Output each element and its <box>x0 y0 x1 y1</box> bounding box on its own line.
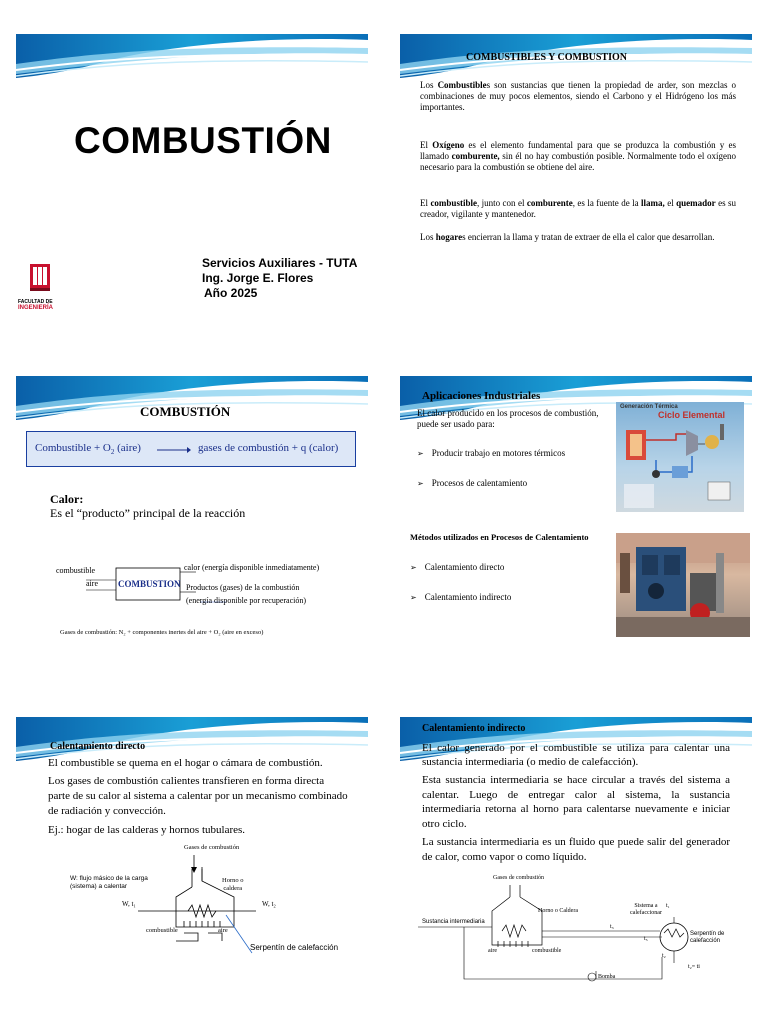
diagram-label-t1: t₁ <box>666 903 670 909</box>
text: (energía disponible por recuperación) <box>186 596 307 605</box>
boiler-photo-icon <box>616 533 750 637</box>
direct-heating-diagram <box>16 841 368 985</box>
diagram-label-horno <box>222 877 243 893</box>
paragraph-3: La sustancia intermediaria es un fluido que puede salir del generador de calor, como vapor o como líquido. <box>422 836 730 863</box>
slide-calentamiento-indirecto <box>400 717 752 985</box>
author-name: Ing. Jorge E. Flores <box>202 271 314 285</box>
slide-heading: COMBUSTIBLES Y COMBUSTION <box>466 52 627 63</box>
text: Los <box>420 80 438 90</box>
diagram-label-serpentin <box>690 931 724 945</box>
slide-heading: Calentamiento indirecto <box>422 723 526 734</box>
diagram-label-serpentin: Serpentín de calefacción <box>250 943 339 952</box>
paragraph-1: El calor generado por el combustible se utiliza para calentar una sustancia intermediaria (o medio de calefacción). <box>422 742 730 768</box>
diagram-label-w-out: W, t₂ <box>262 900 276 908</box>
diagram-label-combustible: combustible <box>532 948 562 954</box>
bullet-item: ➢ Producir trabajo en motores térmicos <box>417 448 565 458</box>
text: Sistema a <box>634 903 658 909</box>
text: , es la fuente de la <box>572 198 642 208</box>
text: caldera <box>223 885 243 892</box>
methods-heading: Métodos utilizados en Procesos de Calentamiento <box>410 532 589 542</box>
intro-text: El calor producido en los procesos de combustión, puede ser usado para: <box>417 408 599 429</box>
diagram-label-t5: t₅ <box>644 936 648 942</box>
bold-term: Oxígeno <box>432 140 465 150</box>
text: calefacción <box>690 938 721 944</box>
text: W: flujo másico de la carga <box>70 875 148 882</box>
diagram-label-w <box>70 875 148 891</box>
calor-text: Es el “producto” principal de la reacción <box>50 506 246 520</box>
image-title-large: Ciclo Elemental <box>658 410 726 420</box>
input-combustible: combustible <box>56 566 96 575</box>
text: s son sustancias que tienen la propiedad de arder, son mezclas o combinaciones de muy pocos elementos, siendo el Carbono y el Hidrógeno los más importantes. <box>420 80 736 112</box>
calor-label: Calor: <box>50 492 84 506</box>
thermal-cycle-image <box>616 402 744 512</box>
text: El <box>420 198 431 208</box>
bold-term: combustible <box>430 198 477 208</box>
bullet-item: ➢ Calentamiento indirecto <box>410 592 511 602</box>
slide-heading: Calentamiento directo <box>50 741 146 752</box>
combustion-box-label: COMBUSTION <box>118 579 181 589</box>
image-title-small: Generación Térmica <box>620 404 678 410</box>
bold-term: hogare <box>435 232 463 242</box>
paragraph-combustibles <box>420 80 736 113</box>
text: Serpentín de <box>690 931 725 937</box>
text: Los <box>420 232 436 242</box>
cycle-diagram-icon <box>616 420 744 512</box>
bullet-item: ➢ Procesos de calentamiento <box>417 478 527 488</box>
diagram-label-t3: t₃ <box>610 924 614 930</box>
text: es el elemento fundamental para que se produzca la combustión y es llamado <box>420 140 736 161</box>
diagram-label-horno: Horno o Caldera <box>538 908 578 914</box>
slide-heading: Aplicaciones Industriales <box>422 390 541 402</box>
text: es su creador, vigilante y mantenedor. <box>420 198 737 219</box>
text: (sistema) a calentar <box>70 883 128 890</box>
bullet-item: ➢ Calentamiento directo <box>410 562 504 572</box>
diagram-label-w-in: W, t₁ <box>122 900 136 908</box>
input-aire: aire <box>86 579 98 588</box>
output-calor: calor (energía disponible inmediatamente) <box>184 563 320 572</box>
text: sin él no hay combustión posible. Normalmente todo el oxígeno necesario para la combustión se obtiene del aire. <box>420 151 736 172</box>
diagram-label-t2: t₂ <box>662 953 666 959</box>
year-label: Año 2025 <box>204 286 258 300</box>
slide-title <box>16 34 368 311</box>
faculty-logo <box>18 264 62 311</box>
equation-left <box>35 442 141 456</box>
output-productos <box>186 581 306 607</box>
text: El <box>420 140 433 150</box>
diagram-label-sistema <box>630 903 662 917</box>
slide-combustibles <box>400 34 752 302</box>
heating-equipment-photo <box>616 533 750 637</box>
text: calefaccionar <box>630 910 662 916</box>
text: Combustible + O <box>35 442 111 454</box>
slide-calentamiento-directo <box>16 717 368 985</box>
bold-term: comburente, <box>451 151 500 161</box>
paragraph-llama <box>420 198 736 220</box>
diagram-label-gases: Gases de combustión <box>493 875 544 881</box>
diagram-label-sustancia: Sustancia intermediaria <box>422 919 485 925</box>
logo-text-2: INGENIERÍA <box>18 305 54 311</box>
presentation-title: COMBUSTIÓN <box>74 120 332 161</box>
text: el <box>664 198 677 208</box>
faculty-emblem-icon <box>18 264 62 294</box>
equation-right: gases de combustión + q (calor) <box>198 442 339 454</box>
paragraph-2: Esta sustancia intermediaria se hace circular a través del sistema a calentar. Luego de entregar calor al sistema, la sustancia intermediaria retorna al horno para calentarse nuevamente e iniciar otro ciclo. <box>422 774 730 830</box>
wave-header <box>16 717 368 761</box>
diagram-label-tflow: t₂= ti <box>688 964 700 970</box>
text: , junto con el <box>476 198 527 208</box>
diagram-label-combustible: combustible <box>146 927 178 934</box>
diagram-label-aire: aire <box>218 927 228 934</box>
text: s encierran la llama y tratan de extraer de ella el calor que desarrollan. <box>462 232 715 242</box>
subscript: 2 <box>110 448 115 457</box>
slide-aplicaciones <box>400 376 752 644</box>
presentation-credits <box>202 256 357 301</box>
line-2: Los gases de combustión calientes transfieren en forma directa parte de su calor al sistema a calentar por un mecanismo combinado de radiación y convección. <box>48 775 348 817</box>
bold-term: quemador <box>676 198 716 208</box>
course-name: Servicios Auxiliares - TUTA <box>202 256 358 270</box>
equation-box <box>26 431 356 467</box>
diagram-label-gases: Gases de combustión <box>184 844 240 851</box>
logo-text-1: FACULTAD DE <box>18 299 53 305</box>
diagram-label-bomba: Bomba <box>598 974 616 980</box>
text: (aire) <box>114 442 141 454</box>
slide-combustion <box>16 376 368 644</box>
line-3: Ej.: hogar de las calderas y hornos tubulares. <box>48 824 246 836</box>
slide-heading: COMBUSTIÓN <box>140 404 231 419</box>
arrow-right-icon <box>157 446 191 454</box>
footnote-gases: Gases de combustión: N₂ + componentes inertes del aire + O₂ (aire en exceso) <box>60 629 264 636</box>
text: Productos (gases) de la combustión <box>186 583 300 592</box>
line-1: El combustible se quema en el hogar o cámara de combustión. <box>48 757 323 769</box>
bold-term: llama, <box>641 198 665 208</box>
text: Horno o <box>222 877 244 884</box>
paragraph-oxigeno <box>420 140 736 173</box>
paragraph-hogares <box>420 232 736 243</box>
bold-term: comburente <box>526 198 573 208</box>
wave-header <box>16 34 368 78</box>
diagram-label-aire: aire <box>488 948 497 954</box>
bold-term: Combustible <box>437 80 487 90</box>
